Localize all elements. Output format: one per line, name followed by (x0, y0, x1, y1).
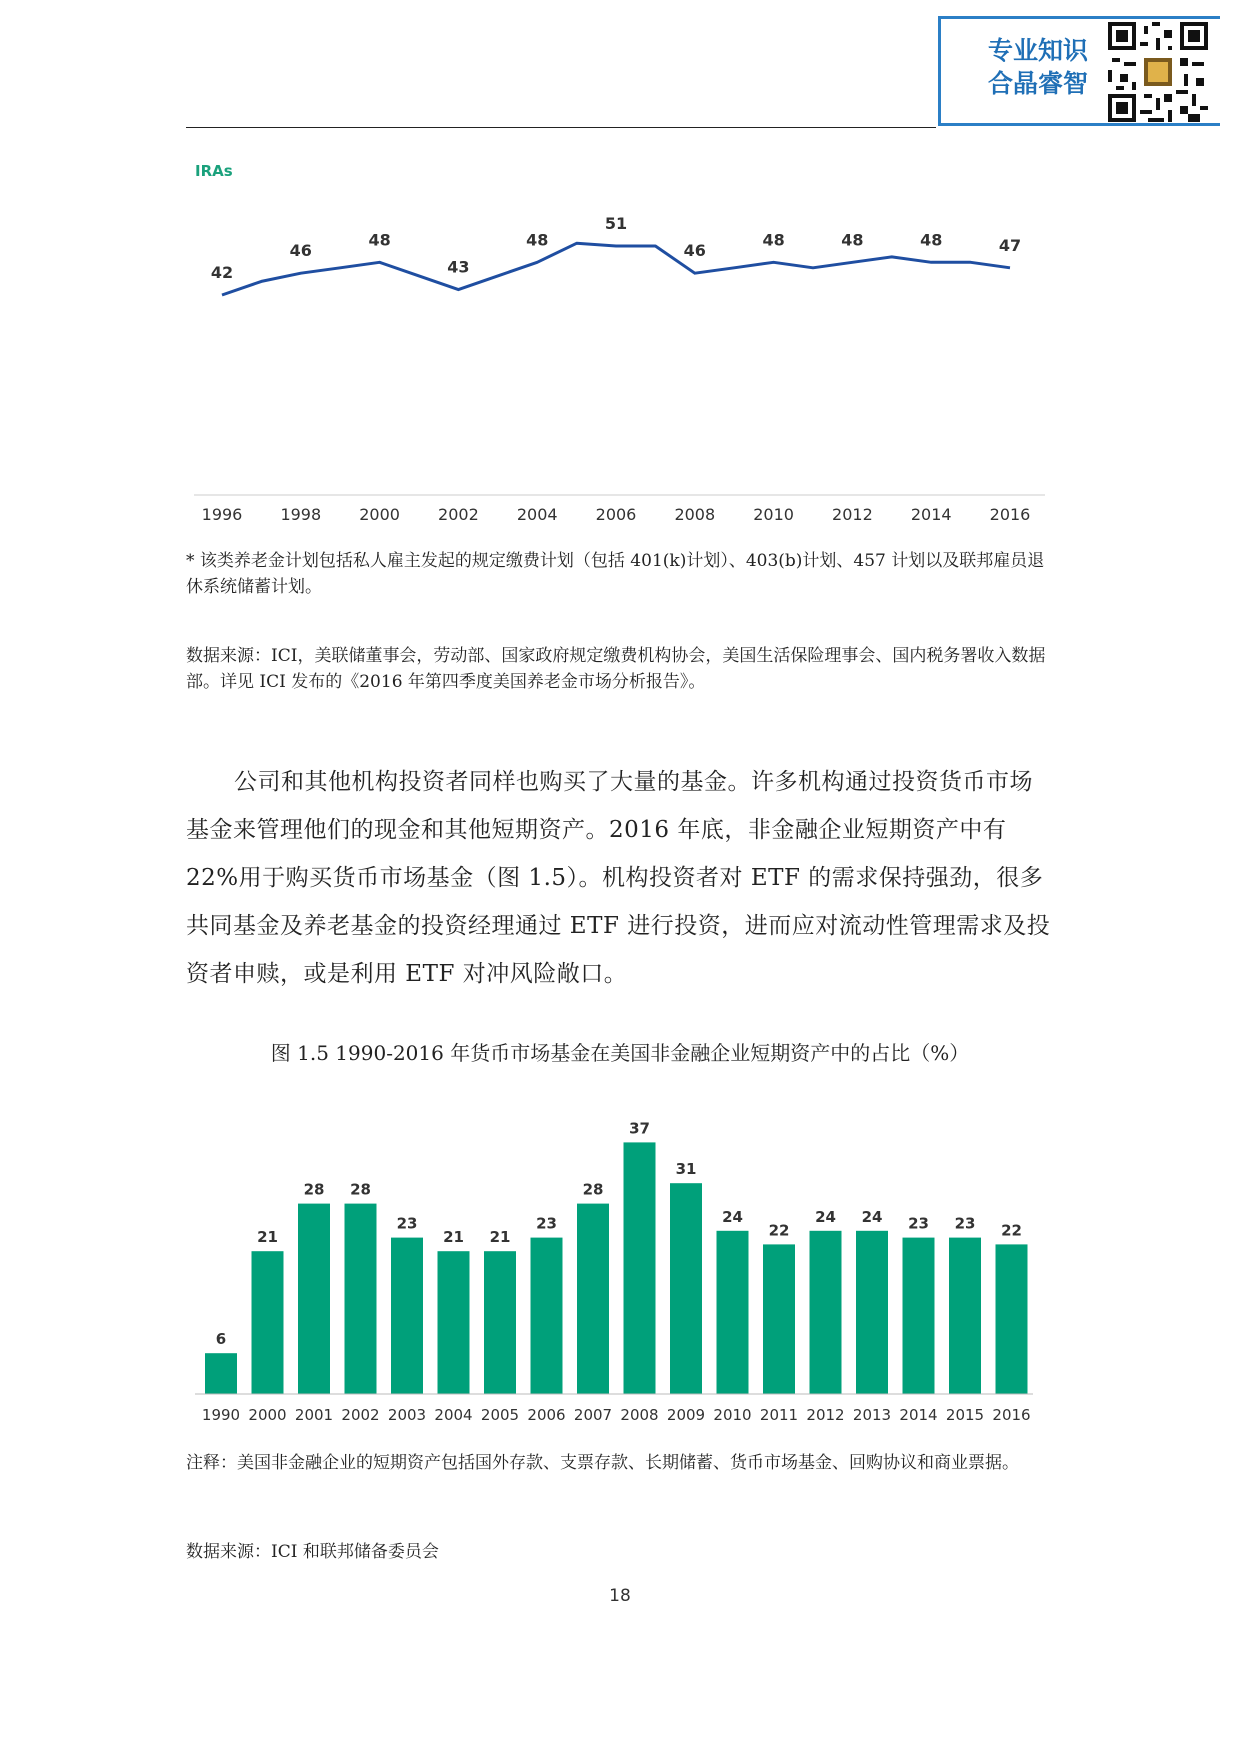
line-data-label-2004: 48 (526, 230, 549, 250)
bar-x-tick-2016: 2016 (992, 1406, 1031, 1424)
bar-value-label-2002: 28 (350, 1180, 371, 1199)
line-x-tick-2012: 2012 (832, 505, 873, 524)
bar-2004 (438, 1251, 470, 1394)
figure-note: 注释：美国非金融企业的短期资产包括国外存款、支票存款、长期储蓄、货币市场基金、回购协议和商业票据。 (186, 1453, 1019, 1473)
line-data-label-1998: 46 (289, 241, 312, 261)
bar-value-label-2006: 23 (536, 1214, 557, 1233)
bar-2008 (624, 1142, 656, 1394)
line-data-label-2014: 48 (920, 230, 943, 250)
bar-x-tick-2011: 2011 (759, 1406, 799, 1424)
bar-value-label-2003: 23 (396, 1214, 418, 1233)
line-x-tick-1998: 1998 (280, 505, 322, 524)
bar-value-label-2013: 24 (861, 1207, 883, 1226)
line-data-label-2016: 47 (998, 235, 1022, 255)
bar-2005 (484, 1251, 516, 1394)
bar-value-label-2008: 37 (629, 1119, 650, 1138)
bar-2013 (856, 1231, 888, 1394)
bar-2003 (391, 1238, 423, 1394)
bar-x-tick-2001: 2001 (294, 1406, 334, 1424)
body-paragraph: 公司和其他机构投资者同样也购买了大量的基金。许多机构通过投资货币市场基金来管理他们的现金和其他短期资产。2016 年底，非金融企业短期资产中有 22%用于购买货币市场基金（图 1.5）。机构投资者对 ETF 的需求保持强劲，很多共同基金及养老基金的投资经理通过 ETF 进行投资，进而应对流动性管理需求及投资者申赎，或是利用 ETF 对冲风险敞口。 (186, 769, 1051, 987)
bar-value-label-2014: 23 (908, 1214, 929, 1233)
line-data-label-1996: 42 (210, 263, 234, 282)
bar-value-label-2005: 21 (489, 1228, 511, 1247)
line-data-label-2012: 48 (841, 230, 864, 250)
source-note-2: 数据来源：ICI 和联邦储备委员会 (186, 1542, 439, 1562)
bar-value-label-2007: 28 (582, 1180, 604, 1199)
brand-line-1: 专业知识 (987, 36, 1088, 65)
bar-value-label-2015: 23 (954, 1214, 976, 1233)
bar-x-tick-2010: 2010 (713, 1406, 752, 1424)
bar-x-tick-1990: 1990 (201, 1406, 241, 1424)
line-x-tick-2000: 2000 (359, 505, 400, 524)
bar-x-tick-2002: 2002 (341, 1406, 380, 1424)
line-x-tick-1996: 1996 (201, 505, 243, 524)
bar-value-label-2011: 22 (768, 1221, 790, 1240)
line-data-label-2002: 43 (447, 257, 470, 277)
bar-x-tick-2015: 2015 (945, 1406, 985, 1424)
figure-title: 图 1.5 1990-2016 年货币市场基金在美国非金融企业短期资产中的占比（%） (270, 1041, 970, 1065)
footnote-pension-plans: * 该类养老金计划包括私人雇主发起的规定缴费计划（包括 401(k)计划）、403(b)计划、457 计划以及联邦雇员退休系统储蓄计划。 (186, 551, 1045, 597)
page-number: 18 (609, 1586, 631, 1606)
bar-2007 (577, 1204, 609, 1394)
bar-value-label-2012: 24 (815, 1207, 836, 1226)
bar-2016 (996, 1244, 1028, 1394)
line-x-tick-2010: 2010 (753, 505, 794, 524)
line-data-label-2000: 48 (368, 230, 391, 250)
bar-value-label-2000: 21 (257, 1228, 278, 1247)
bar-1990 (205, 1353, 237, 1394)
line-x-tick-2002: 2002 (438, 505, 479, 524)
line-chart-title: IRAs (195, 162, 233, 180)
bar-2015 (949, 1238, 981, 1394)
bar-x-tick-2012: 2012 (806, 1406, 845, 1424)
bar-2012 (810, 1231, 842, 1394)
bar-value-label-2010: 24 (722, 1207, 743, 1226)
bar-2011 (763, 1244, 795, 1394)
line-x-tick-2008: 2008 (674, 505, 716, 524)
bar-x-tick-2013: 2013 (852, 1406, 892, 1424)
bar-2001 (298, 1204, 330, 1394)
bar-x-tick-2004: 2004 (434, 1406, 473, 1424)
bar-x-tick-2005: 2005 (480, 1406, 520, 1424)
source-note-1: 数据来源：ICI，美联储董事会，劳动部、国家政府规定缴费机构协会，美国生活保险理事会、国内税务署收入数据部。详见 ICI 发布的《2016 年第四季度美国养老金市场分析报告》。 (186, 646, 1046, 692)
bar-value-label-2004: 21 (443, 1228, 464, 1247)
bar-x-tick-2006: 2006 (527, 1406, 566, 1424)
bar-2002 (345, 1204, 377, 1394)
line-x-tick-2006: 2006 (595, 505, 637, 524)
bar-x-tick-2000: 2000 (248, 1406, 287, 1424)
bar-x-tick-2003: 2003 (387, 1406, 427, 1424)
bar-2010 (717, 1231, 749, 1394)
bar-2000 (252, 1251, 284, 1394)
line-x-tick-2016: 2016 (989, 505, 1031, 524)
bar-2006 (531, 1238, 563, 1394)
bar-x-tick-2007: 2007 (573, 1406, 613, 1424)
brand-line-2: 合晶睿智 (987, 69, 1088, 98)
line-data-label-2010: 48 (762, 230, 785, 250)
bar-x-tick-2014: 2014 (899, 1406, 938, 1424)
line-data-label-2006: 51 (604, 214, 628, 233)
line-data-label-2008: 46 (683, 241, 706, 261)
bar-value-label-2009: 31 (675, 1160, 697, 1179)
bar-x-tick-2009: 2009 (666, 1406, 706, 1424)
line-x-tick-2014: 2014 (910, 505, 952, 524)
bar-2014 (903, 1238, 935, 1394)
bar-value-label-1990: 6 (215, 1330, 227, 1349)
bar-value-label-2001: 28 (303, 1180, 325, 1199)
bar-2009 (670, 1183, 702, 1394)
bar-value-label-2016: 22 (1001, 1221, 1022, 1240)
line-x-tick-2004: 2004 (516, 505, 558, 524)
bar-x-tick-2008: 2008 (620, 1406, 659, 1424)
